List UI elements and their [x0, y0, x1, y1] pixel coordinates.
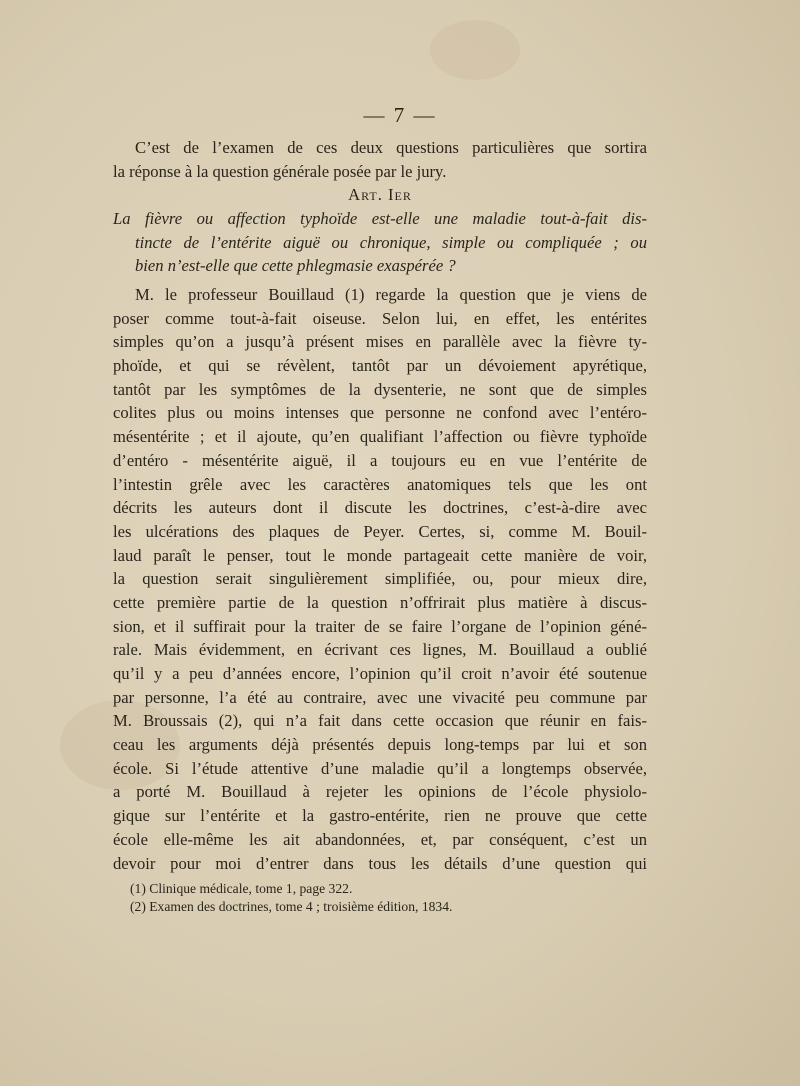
- body-line: cette première partie de la question n’offrirait plus matière à discus-: [113, 592, 647, 612]
- body-line: d’entéro - mésentérite aiguë, il a toujours eu en vue l’entérite de: [113, 450, 647, 470]
- body-line: laud paraît le penser, tout le monde partageait cette manière de voir,: [113, 545, 647, 565]
- body-line: tantôt par les symptômes de la dysenterie, ne sont que de simples: [113, 379, 647, 399]
- body-line: l’intestin grêle avec les caractères anatomiques tels que les ont: [113, 474, 647, 494]
- text-line: la réponse à la question générale posée par le jury.: [113, 161, 447, 181]
- body-line: M. Broussais (2), qui n’a fait dans cette occasion que réunir en fais-: [113, 711, 647, 731]
- body-line: M. le professeur Bouillaud (1) regarde la question que je viens de: [135, 285, 647, 304]
- page-number: — 7 —: [363, 103, 437, 127]
- footnotes: [130, 880, 650, 916]
- body-line: simples qu’on a jusqu’à présent mises en parallèle avec la fièvre ty-: [113, 332, 647, 352]
- body-line: poser comme tout-à-fait oiseuse. Selon lui, en effet, les entérites: [113, 308, 647, 328]
- intro-paragraph: [113, 136, 647, 207]
- body-paragraph: [113, 283, 647, 875]
- body-line: gique sur l’entérite et la gastro-entérite, rien ne prouve que cette: [113, 806, 647, 826]
- body-line: école. Si l’étude attentive d’une maladie qu’il a longtemps observée,: [113, 758, 647, 778]
- body-line: phoïde, et qui se révèlent, tantôt par un dévoiement apyrétique,: [113, 356, 647, 376]
- body-line: la question serait singulièrement simplifiée, ou, pour mieux dire,: [113, 569, 647, 589]
- body-line: les ulcérations des plaques de Peyer. Certes, si, comme M. Bouil-: [113, 521, 647, 541]
- body-line: ceau les arguments déjà présentés depuis long-temps par lui et son: [113, 735, 647, 755]
- text-line: C’est de l’examen de ces deux questions particulières que sortira: [135, 138, 647, 157]
- question-line: La fièvre ou affection typhoïde est-elle une maladie tout-à-fait dis-: [113, 209, 647, 228]
- body-line: devoir pour moi d’entrer dans tous les détails d’une question qui: [113, 853, 647, 873]
- footnote: (2) Examen des doctrines, tome 4 ; troisième édition, 1834.: [130, 899, 453, 914]
- question-block: [113, 207, 647, 278]
- body-line: qu’il y a peu d’années encore, l’opinion qu’il croit n’avoir été soutenue: [113, 664, 647, 683]
- question-line: tincte de l’entérite aiguë ou chronique, simple ou compliquée ; ou: [135, 232, 647, 252]
- body-line: mésentérite ; et il ajoute, qu’en qualifiant l’affection ou fièvre typhoïde: [113, 427, 647, 447]
- body-line: rale. Mais évidemment, en écrivant ces lignes, M. Bouillaud a oublié: [113, 640, 647, 660]
- body-line: décrits les auteurs dont il discute les doctrines, c’est-à-dire avec: [113, 498, 647, 518]
- body-line: sion, et il suffirait pour la traiter de se faire l’organe de l’opinion géné-: [113, 616, 647, 636]
- paper-stain: [430, 20, 520, 80]
- body-line: école elle-même les ait abandonnées, et, par conséquent, c’est un: [113, 829, 647, 849]
- body-line: par personne, l’a été au contraire, avec une vivacité peu commune par: [113, 687, 647, 707]
- article-heading: Art. Ier: [348, 185, 412, 205]
- footnote: (1) Clinique médicale, tome 1, page 322.: [130, 881, 353, 896]
- question-line: bien n’est-elle que cette phlegmasie exaspérée ?: [135, 256, 456, 276]
- body-line: a porté M. Bouillaud à rejeter les opinions de l’école physiolo-: [113, 782, 647, 802]
- body-line: colites plus ou moins intenses que personne ne confond avec l’entéro-: [113, 403, 647, 423]
